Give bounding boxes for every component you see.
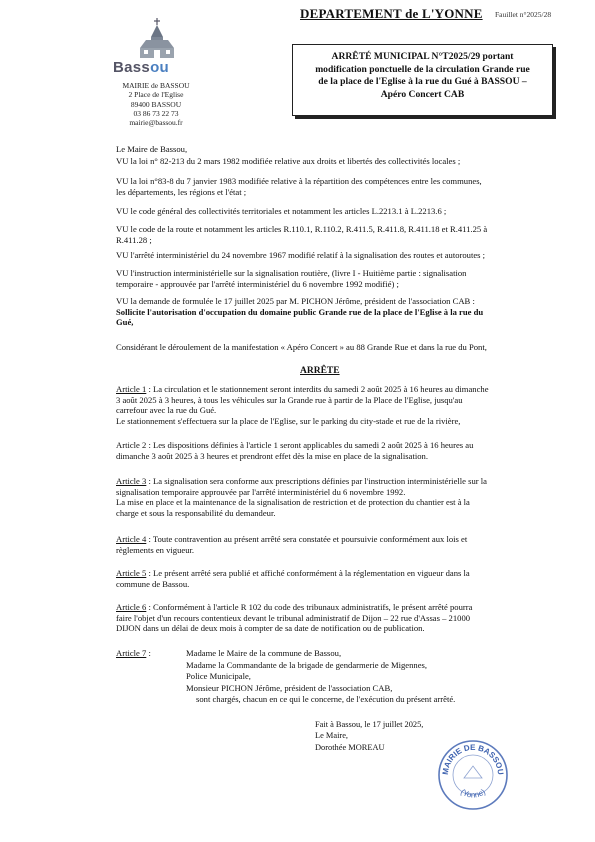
stamp-seal-icon	[436, 738, 510, 812]
mairie-email: mairie@bassou.fr	[129, 118, 183, 128]
article-7-line: Madame la Commandante de la brigade de gendarmerie de Migennes,	[186, 659, 428, 670]
decree-title-box	[292, 44, 553, 116]
brand-suffix: ou	[150, 59, 169, 76]
decree-title-line: Apéro Concert CAB	[380, 88, 465, 100]
preamble-considerant: Considérant le déroulement de la manifestation « Apéro Concert » au 88 Grande Rue et dans la rue du Pont,	[116, 342, 487, 352]
article-label: Article 1	[116, 384, 147, 394]
preamble-intro: Le Maire de Bassou,	[116, 144, 188, 154]
preamble-vu-3: VU le code général des collectivités territoriales et notamment les articles L.2213.1 à L.2213.6 ;	[116, 206, 447, 216]
article-label: Article 5	[116, 568, 147, 578]
article-7-label: Article 7 :	[116, 648, 151, 658]
preamble-vu-7: VU la demande de formulée le 17 juillet 2025 par M. PICHON Jérôme, président de l'association CAB : Sollicite l'autorisation d'occupation du domaine public Grande rue de la place de l'Eglise à la rue du Gué,	[116, 296, 484, 328]
department-heading: DEPARTEMENT de L'YONNE	[300, 6, 483, 21]
preamble-vu-4: VU le code de la route et notamment les articles R.110.1, R.110.2, R.411.5, R.411.8, R.411.18 et R.411.25 à R.411.28 ;	[116, 224, 488, 245]
reference-note: Fauillet n°2025/28	[495, 10, 552, 19]
article-7-line: Police Municipale,	[186, 671, 251, 682]
decree-title-line: ARRÊTÉ MUNICIPAL N°T2025/29 portant	[331, 51, 514, 62]
mairie-city: 89400 BASSOU	[130, 99, 182, 109]
article-label: Article 3	[116, 476, 147, 486]
mairie-phone: 03 86 73 22 73	[133, 108, 179, 118]
preamble-vu-6: VU l'instruction interministérielle sur la signalisation routière, (livre I - Huitième partie : signalisation temporaire - approuvée par l'arrêté interministériel du 6 novembre 1992 modifié) ;	[116, 268, 467, 289]
mairie-stamp	[436, 738, 510, 812]
article-label: Article 7	[116, 648, 147, 658]
mairie-street: 2 Place de l'Eglise	[128, 90, 184, 100]
article-3: Article 3 : La signalisation sera conforme aux prescriptions définies par l'instruction interministérielle sur la signalisation temporaire approuvée par l'arrêté interministériel du 6 novembre 1992. La mise en place et la maintenance de la signalisation de restriction et de protection du chantier est à la charge et sous la responsabilité du demandeur.	[116, 476, 487, 518]
article-1: Article 1 : La circulation et le stationnement seront interdits du samedi 2 août 2025 à 16 heures au dimanche 3 août 2025 à 3 heures, à tous les véhicules sur la Grande rue à partir de la Place de l'Eglise, jusqu'au carrefour avec la rue du Gué. Le stationnement s'effectuera sur la place de l'Eglise, sur le parking du city-stade et rue de la rivière,	[116, 384, 489, 426]
decree-title-line: modification ponctuelle de la circulation Grande rue	[315, 63, 530, 75]
mairie-logo	[132, 16, 182, 60]
article-7-line: Madame le Maire de la commune de Bassou,	[186, 648, 342, 658]
preamble-vu-1: VU la loi n° 82-213 du 2 mars 1982 modifiée relative aux droits et libertés des collectivités locales ;	[116, 156, 461, 166]
article-6: Article 6 : Conformément à l'article R 102 du code des tribunaux administratifs, le présent arrêté pourra faire l'objet d'un recours contentieux devant le tribunal administratif de Dijon – 22 rue d'Assas – 21000 DIJON dans un délai de deux mois à compter de sa date de notification ou de publication.	[116, 602, 473, 634]
preamble-vu-2: VU la loi n°83-8 du 7 janvier 1983 modifiée relative à la répartition des compétences entre les communes, les départements, les régions et l'état ;	[116, 176, 482, 197]
article-7-list	[186, 648, 553, 706]
brand-wordmark	[113, 59, 169, 76]
arrete-heading: ARRÊTE	[300, 366, 340, 376]
decree-title-line: de la place de l'Eglise à la rue du Gué à BASSOU –	[318, 76, 527, 87]
stamp-top-text: MAIRIE DE BASSOU	[440, 742, 506, 776]
stamp-bottom-text: (Yonne)	[458, 787, 488, 800]
article-7-line: sont chargés, chacun en ce qui le concerne, de l'exécution du présent arrêté.	[196, 694, 456, 705]
signature-name: Dorothée MOREAU	[315, 743, 385, 752]
church-icon	[132, 16, 182, 60]
mairie-name: MAIRIE de BASSOU	[122, 81, 190, 90]
article-label: Article 4	[116, 534, 147, 544]
article-label: Article 6	[116, 602, 147, 612]
signature-role: Le Maire,	[315, 731, 349, 740]
preamble-vu-5: VU l'arrêté interministériel du 24 novembre 1967 modifié relatif à la signalisation des routes et autoroutes ;	[116, 250, 486, 260]
article-7-line: Monsieur PICHON Jérôme, président de l'association CAB,	[186, 682, 393, 693]
signature-place-date: Fait à Bassou, le 17 juillet 2025,	[315, 720, 424, 729]
article-2: Article 2 : Les dispositions définies à l'article 1 seront applicables du samedi 2 août 2025 à 16 heures au dimanche 3 août 2025 à 3 heures et prendront effet dès la mise en place de la signalisation.	[116, 440, 474, 461]
brand-prefix: Bass	[113, 59, 151, 76]
article-5: Article 5 : Le présent arrêté sera publié et affiché conformément à la réglementation en vigueur dans la commune de Bassou.	[116, 568, 470, 589]
mairie-address	[104, 81, 208, 127]
article-4: Article 4 : Toute contravention au présent arrêté sera constatée et poursuivie conformément aux lois et règlements en vigueur.	[116, 534, 468, 555]
